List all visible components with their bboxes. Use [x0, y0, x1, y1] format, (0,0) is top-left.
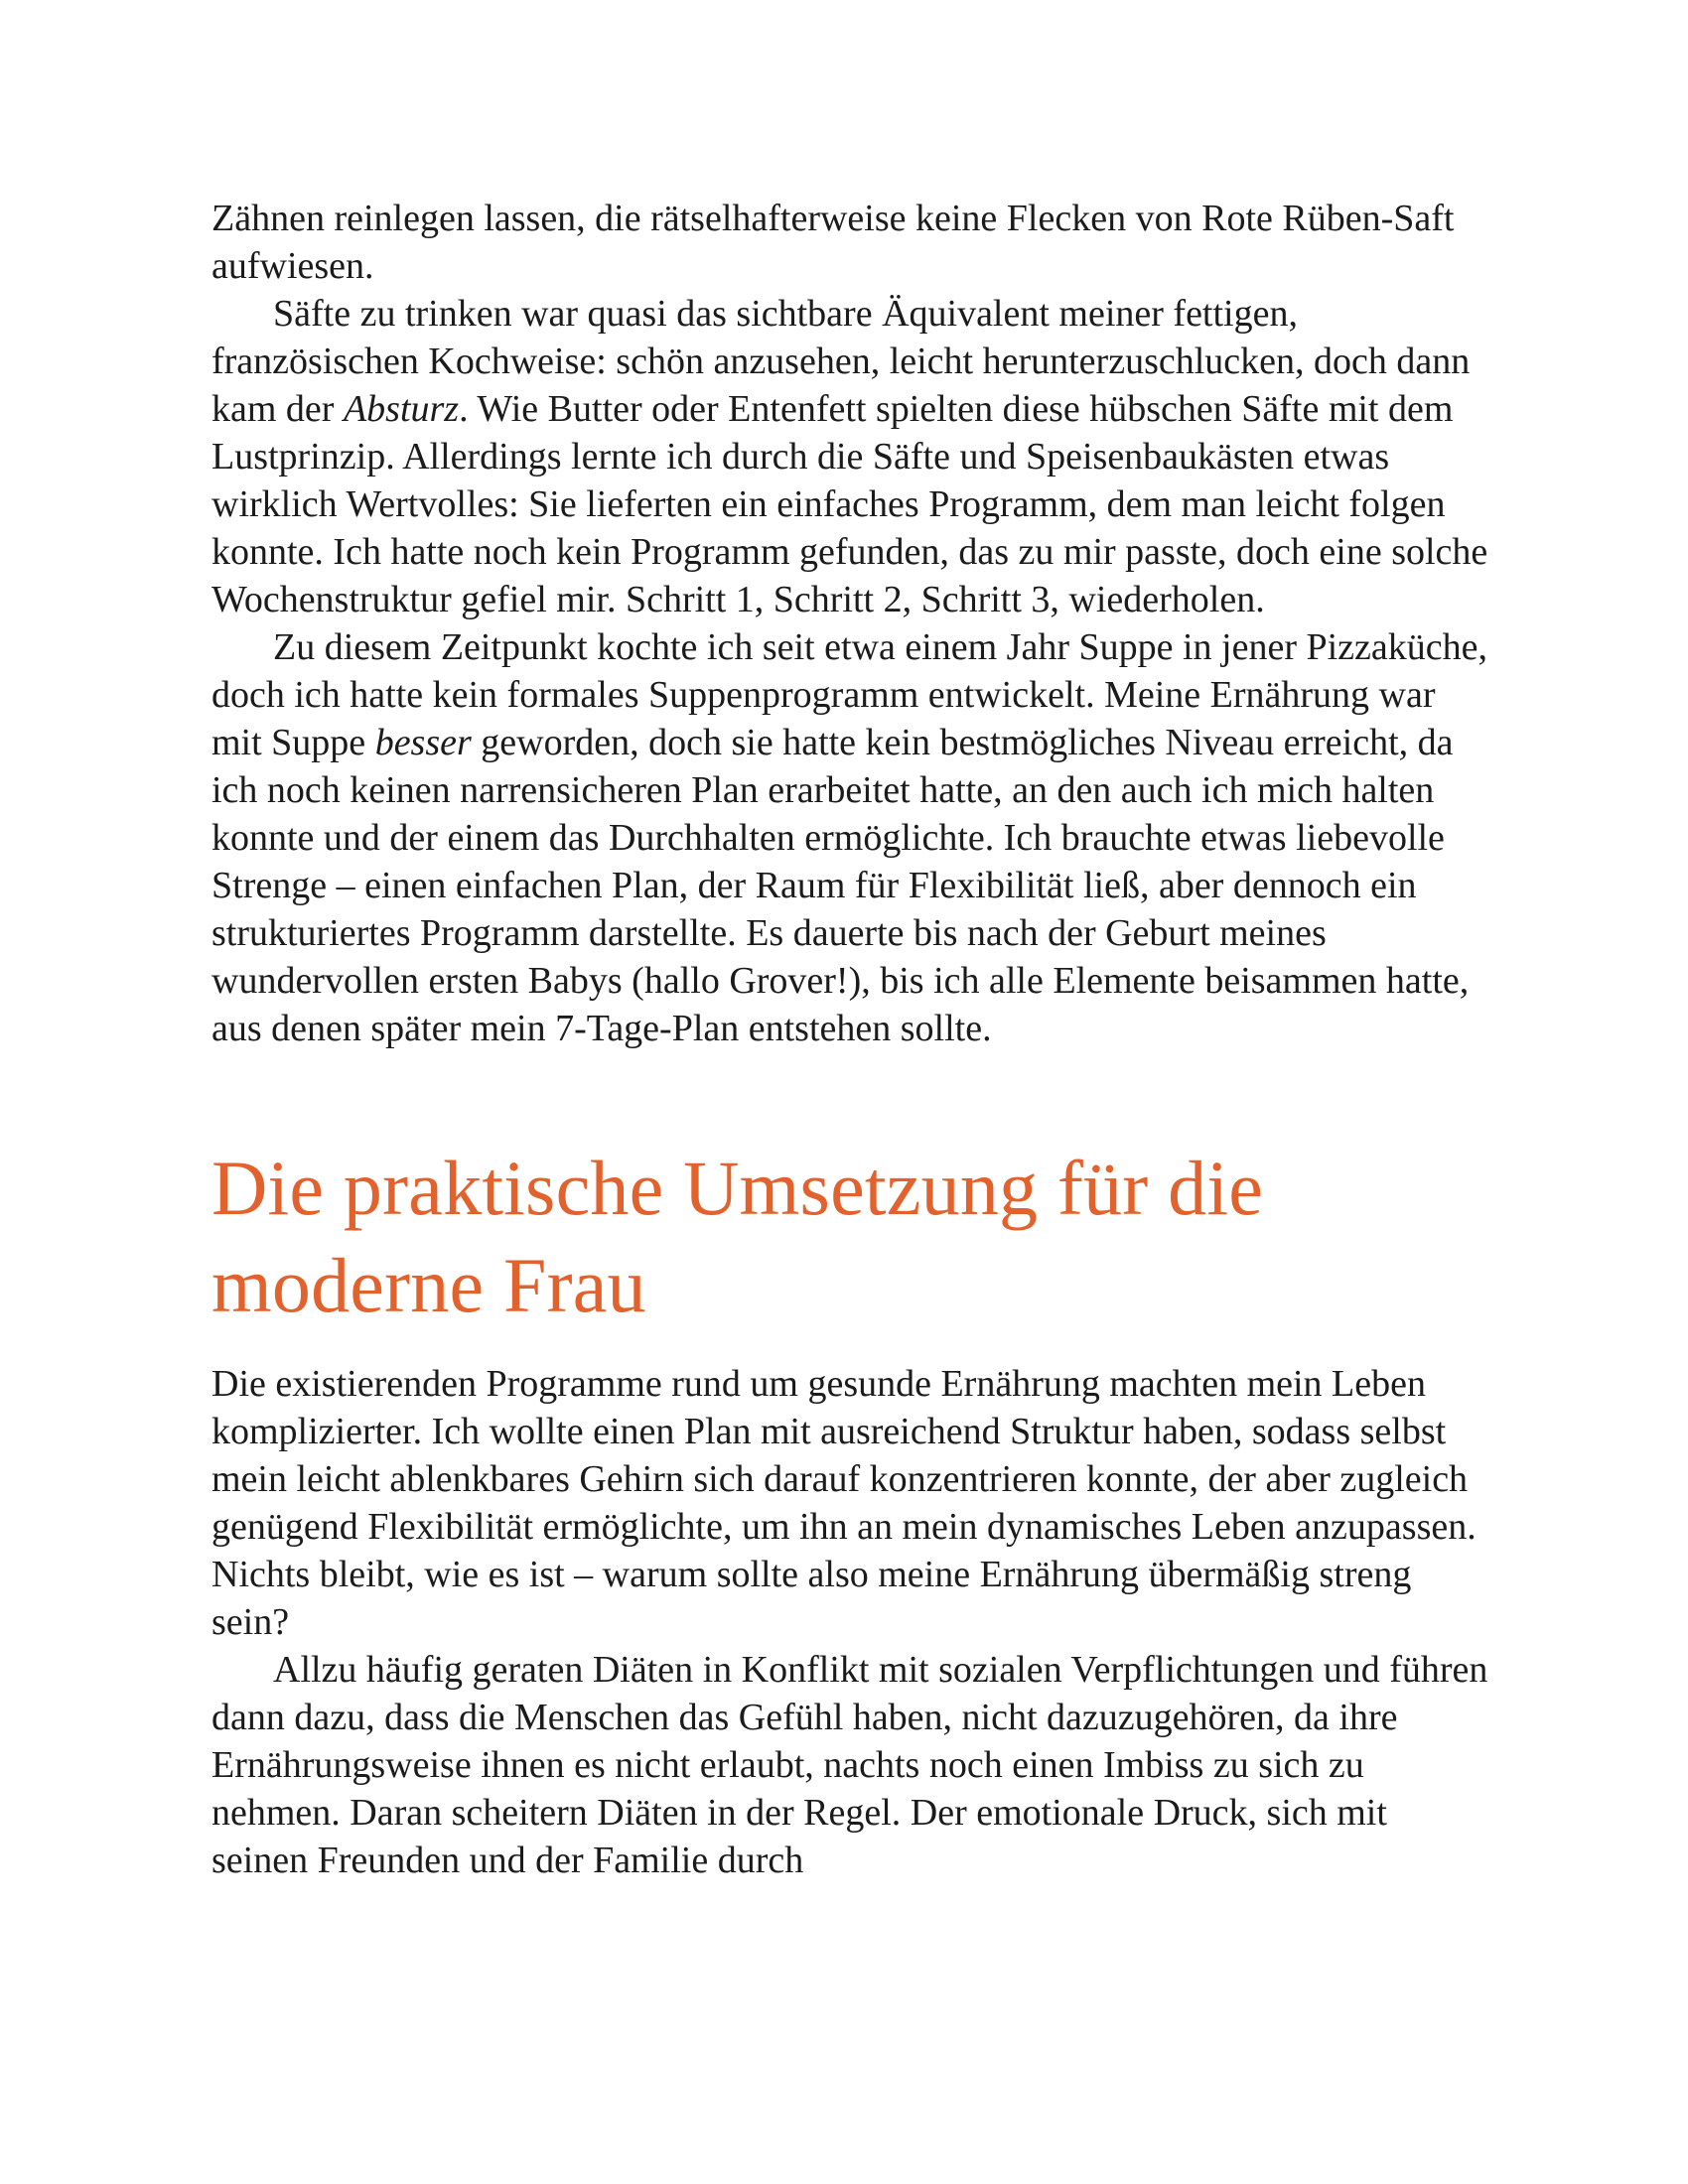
paragraph-juices-text-2: . Wie Butter oder Entenfett spielten diese hübschen Säfte mit dem Lustprinzip. Allerdings lernte ich durch die Säfte und Speisenbaukästen etwas wirklich Wertvolles: Sie lieferten ein einfaches Programm, dem man leicht folgen konnte. Ich hatte noch kein Programm gefunden, das zu mir passte, doch eine solche Wochenstruktur gefiel mir. Schritt 1, Schritt 2, Schritt 3, wiederholen. — [211, 388, 1488, 620]
emphasis-absturz: Absturz — [343, 388, 460, 430]
paragraph-juices — [211, 290, 1492, 623]
emphasis-besser: besser — [374, 722, 472, 763]
paragraph-programs: Die existierenden Programme rund um gesunde Ernährung machten mein Leben komplizierter. Ich wollte einen Plan mit ausreichend Struktur haben, sodass selbst mein leicht ablenkbares Gehirn sich darauf konzentrieren konnte, der aber zugleich genügend Flexibilität ermöglichte, um ihn an mein dynamisches Leben anzupassen. Nichts bleibt, wie es ist – warum sollte also meine Ernährung übermäßig streng sein? — [211, 1363, 1477, 1643]
book-page — [211, 195, 1492, 1884]
paragraph-diets-conflict: Allzu häufig geraten Diäten in Konflikt mit sozialen Verpflichtungen und führen dann dazu, dass die Menschen das Gefühl haben, nicht dazuzugehören, da ihre Ernährungsweise ihnen es nicht erlaubt, nachts noch einen Imbiss zu sich zu nehmen. Daran scheitern Diäten in der Regel. Der emotionale Druck, sich mit seinen Freunden und der Familie durch — [211, 1649, 1488, 1881]
paragraph-continued: Zähnen reinlegen lassen, die rätselhafterweise keine Flecken von Rote Rüben-Saft aufwiesen. — [211, 198, 1455, 287]
paragraph-soup-text-2: geworden, doch sie hatte kein bestmögliches Niveau erreicht, da ich noch keinen narrensicheren Plan erarbeitet hatte, an den auch ich mich halten konnte und der einem das Durchhalten ermöglichte. Ich brauchte etwas liebevolle Strenge – einen einfachen Plan, der Raum für Flexibilität ließ, aber dennoch ein strukturiertes Programm darstellte. Es dauerte bis nach der Geburt meines wundervollen ersten Babys (hallo Grover!), bis ich alle Elemente beisammen hatte, aus denen später mein 7-Tage-Plan entstehen sollte. — [211, 722, 1470, 1049]
paragraph-soup-text-1: Zu diesem Zeitpunkt kochte ich seit etwa einem Jahr Suppe in jener Pizzaküche, doch ich hatte kein formales Suppenprogramm entwickelt. Meine Ernährung war mit Suppe — [211, 626, 1487, 763]
paragraph-soup-kitchen — [211, 623, 1492, 1052]
section-heading: Die praktische Umsetzung für die moderne Frau — [211, 1145, 1264, 1328]
paragraph-juices-text-1: Säfte zu trinken war quasi das sichtbare Äquivalent meiner fettigen, französischen Kochweise: schön anzusehen, leicht herunterzuschlucken, doch dann kam der — [211, 293, 1471, 430]
